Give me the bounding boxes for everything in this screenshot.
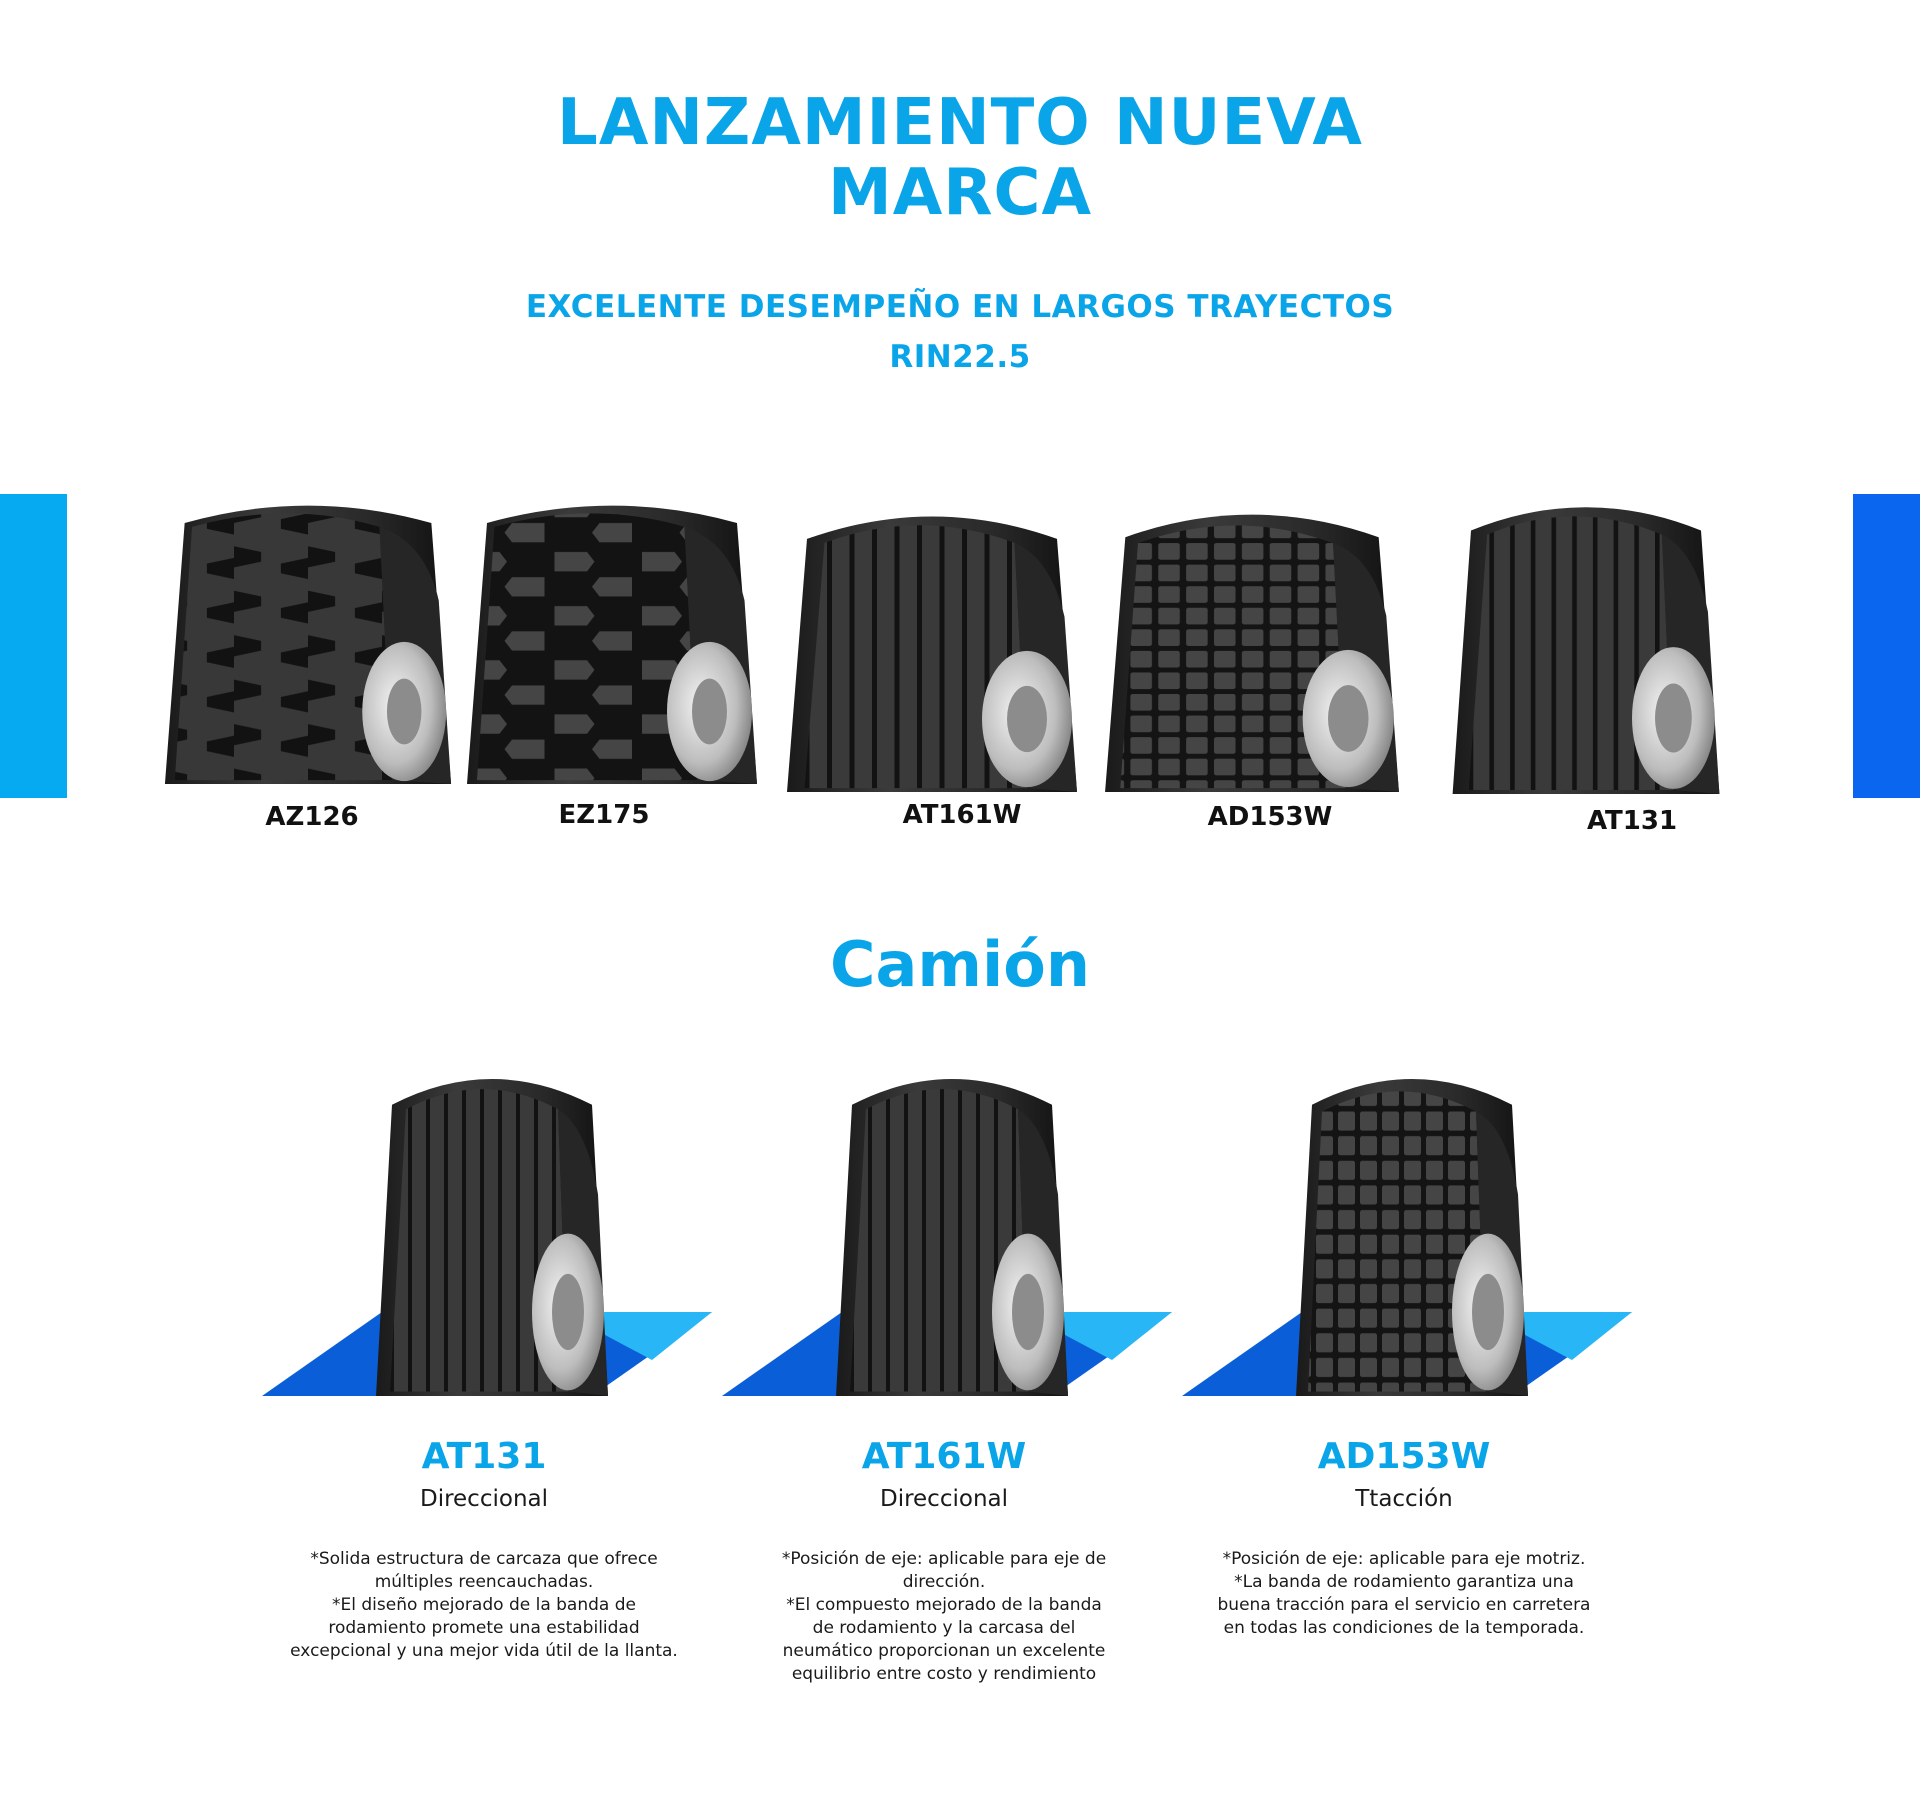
card-description-line: *El diseño mejorado de la banda de rodamiento promete una estabilidad excepcional y una mejor vida útil de la llanta. [290,1595,678,1661]
card-description-line: *Solida estructura de carcaza que ofrece múltiples reencauchadas. [310,1549,658,1592]
carousel-prev-button[interactable] [0,494,67,798]
rib-tread-tire-icon[interactable] [1448,490,1724,794]
product-image-at131[interactable] [262,1050,712,1396]
card-description-line: *Posición de eje: aplicable para eje motriz. [1222,1549,1586,1569]
card-title: AD153W [1317,1436,1491,1477]
product-image-ad153w[interactable] [1182,1050,1632,1396]
card-title: AT131 [421,1436,547,1477]
page-subtitle [0,282,1920,382]
subtitle-line-2: RIN22.5 [889,339,1031,375]
card-description-line: *La banda de rodamiento garantiza una buena tracción para el servicio en carretera en todas las condiciones de la temporada. [1217,1572,1591,1638]
card-description-line: *Posición de eje: aplicable para eje de dirección. [781,1549,1107,1592]
lug-tread-tire-icon[interactable] [160,494,456,784]
card-title: AT161W [861,1436,1027,1477]
carousel-next-button[interactable] [1853,494,1920,798]
drive-tread-tire-icon[interactable] [1100,498,1404,792]
lineup-label: AT161W [902,800,1022,830]
card-description [1211,1548,1597,1640]
rib-tread-tire-icon[interactable] [782,500,1082,792]
title-line-2: MARCA [828,156,1092,230]
card-type: Direccional [419,1486,549,1512]
card-type: Ttacción [1355,1486,1453,1512]
lineup-label: EZ175 [558,800,650,830]
card-description [284,1548,684,1663]
product-image-at161w[interactable] [722,1050,1172,1396]
card-description [774,1548,1114,1686]
lineup-label: AZ126 [265,802,359,832]
card-type: Direccional [879,1486,1009,1512]
card-description-line: *El compuesto mejorado de la banda de rodamiento y la carcasa del neumático proporcionan un excelente equilibrio entre costo y rendimiento [782,1595,1106,1684]
section-title: Camión [830,928,1090,1001]
lineup-label: AD153W [1207,802,1333,832]
page-title [0,88,1920,228]
block-tread-tire-icon[interactable] [462,494,762,784]
lineup-label: AT131 [1586,806,1678,836]
title-line-1: LANZAMIENTO NUEVA [557,86,1363,160]
subtitle-line-1: EXCELENTE DESEMPEÑO EN LARGOS TRAYECTOS [525,289,1395,325]
